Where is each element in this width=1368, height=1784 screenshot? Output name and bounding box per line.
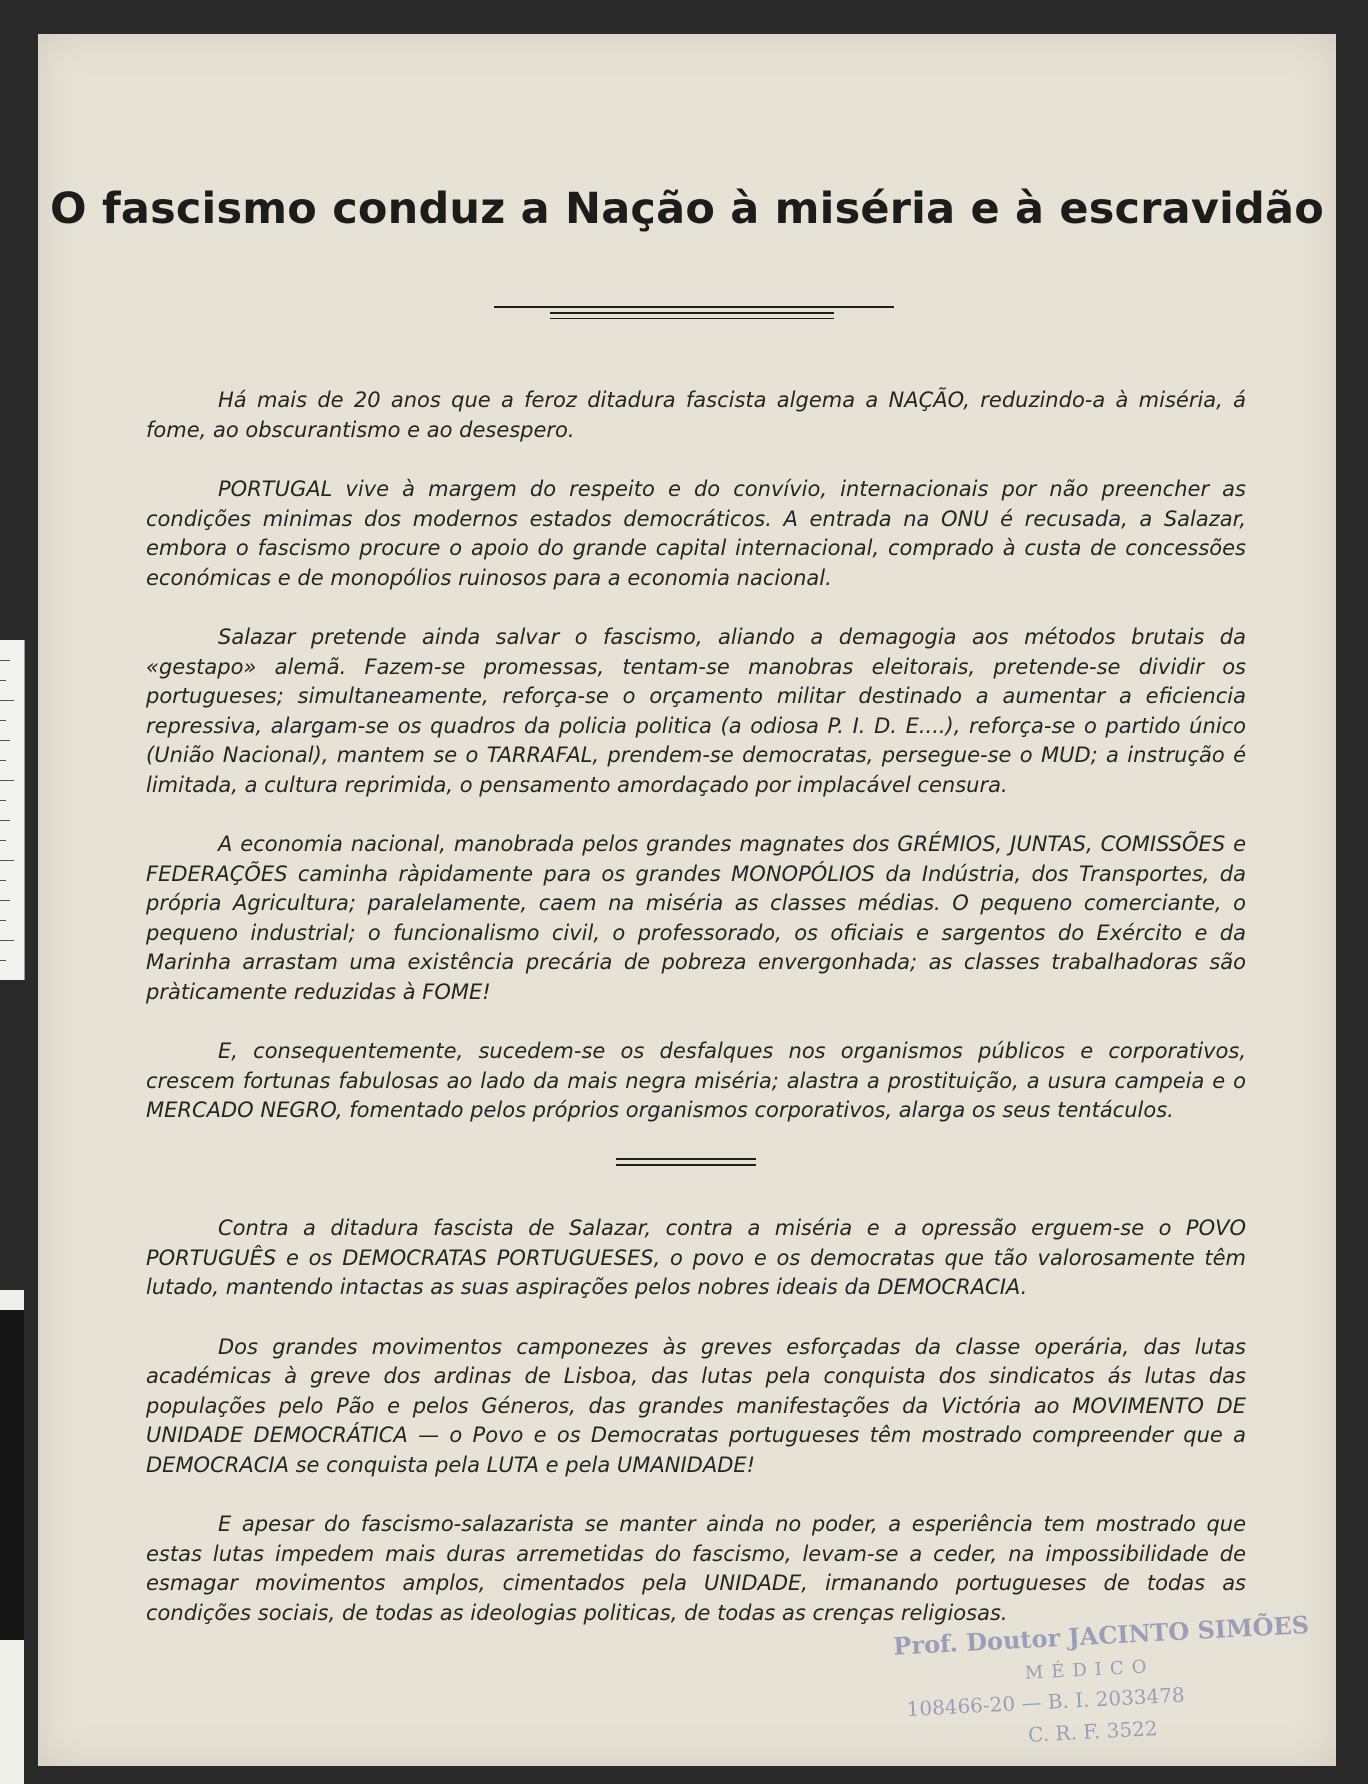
divider-line <box>494 306 894 308</box>
text-block-2 <box>146 1214 1246 1628</box>
paragraph: A economia nacional, manobrada pelos grandes magnates dos GRÉMIOS, JUNTAS, COMISSÕES e FEDERAÇÕES caminha ràpidamente para os grandes MONOPÓLIOS da Indústria, dos Transportes, da própria Agricultura; paralelamente, caem na miséria as classes médias. O pequeno comerciante, o pequeno industrial; o funcionalismo civil, o professorado, os oficiais e sargentos do Exército e da Marinha arrastam uma existência precária de pobreza envergonhada; as classes trabalhadoras são pràticamente reduzidas à FOME! <box>146 832 1246 1004</box>
ruler-tick <box>0 860 14 861</box>
text-block-1 <box>146 386 1246 1126</box>
ruler-tick <box>0 920 6 921</box>
ruler-tick <box>0 700 14 701</box>
stamp-title: MÉDICO <box>1024 1656 1155 1684</box>
stamp-registration: C. R. F. 3522 <box>1027 1716 1159 1747</box>
ruler-tick <box>0 800 6 801</box>
stamp-name: Prof. Doutor JACINTO SIMÕES <box>892 1609 1310 1661</box>
paragraph: Dos grandes movimentos camponezes às greves esforçadas da classe operária, das lutas académicas à greve dos ardinas de Lisboa, das lutas pela conquista dos sindicatos ás lutas das populações pelo Pão e pelos Géneros, das grandes manifestações da Victória ao MOVIMENTO DE UNIDADE DEMOCRÁTICA — o Povo e os Democratas portugueses têm mostrado compreender que a DEMOCRACIA se conquista pela LUTA e pela UMANIDADE! <box>146 1334 1246 1477</box>
paragraph: PORTUGAL vive à margem do respeito e do convívio, internacionais por não preencher as condições minimas dos modernos estados democráticos. A entrada na ONU é recusada, a Salazar, embora o fascismo procure o apoio do grande capital internacional, comprado à custa de concessões económicas e de monopólios ruinosos para a economia nacional. <box>146 477 1246 590</box>
divider-line <box>550 312 834 314</box>
ruler-tick <box>0 880 6 881</box>
color-target-strip <box>0 1310 24 1640</box>
page-title: O fascismo conduz a Nação à miséria e à escravidão <box>50 184 1324 234</box>
stamp-id: 108466-20 — B. I. 2033478 <box>906 1682 1186 1722</box>
document-page <box>38 34 1336 1766</box>
ruler-tick <box>0 900 10 901</box>
ruler-tick <box>0 960 6 961</box>
paragraph: Salazar pretende ainda salvar o fascismo, aliando a demagogia aos métodos brutais da «gestapo» alemã. Fazem-se promessas, tentam-se manobras eleitorais, pretende-se dividir os portugueses; simultaneamente, reforça-se o orçamento militar destinado a aumentar a eficiencia repressiva, alargam-se os quadros da policia politica (a odiosa P. I. D. E....), reforça-se o partido único (União Nacional), mantem se o TARRAFAL, prendem-se democratas, persegue-se o MUD; a instrução é limitada, a cultura reprimida, o pensamento amordaçado por implacável censura. <box>146 625 1246 797</box>
ruler-tick <box>0 820 10 821</box>
ruler-tick <box>0 680 6 681</box>
ruler-tick <box>0 780 14 781</box>
divider-line <box>616 1164 756 1166</box>
ruler-tick <box>0 940 14 941</box>
ruler-tick <box>0 760 6 761</box>
divider-line <box>616 1158 756 1160</box>
ruler-tick <box>0 720 6 721</box>
ruler-tick <box>0 660 10 661</box>
divider-line <box>550 318 834 319</box>
paragraph: E apesar do fascismo-salazarista se manter ainda no poder, a esperiência tem mostrado que estas lutas impedem mais duras arremetidas do fascismo, levam-se a ceder, na impossibilidade de esmagar movimentos amplos, cimentados pela UNIDADE, irmanando portugueses de todas as condições sociais, de todas as ideologias politicas, de todas as crenças religiosas. <box>146 1512 1246 1625</box>
ruler-tick <box>0 840 6 841</box>
paragraph: Há mais de 20 anos que a feroz ditadura fascista algema a NAÇÃO, reduzindo-a à miséria, á fome, ao obscurantismo e ao desespero. <box>146 388 1246 442</box>
paragraph: E, consequentemente, sucedem-se os desfalques nos organismos públicos e corporativos, crescem fortunas fabulosas ao lado da mais negra miséria; alastra a prostituição, a usura campeia e o MERCADO NEGRO, fomentado pelos próprios organismos corporativos, alarga os seus tentáculos. <box>146 1039 1246 1122</box>
ruler-tick <box>0 740 10 741</box>
paragraph: Contra a ditadura fascista de Salazar, contra a miséria e a opressão erguem-se o POVO PORTUGUÊS e os DEMOCRATAS PORTUGUESES, o povo e os democratas que tão valorosamente têm lutado, mantendo intactas as suas aspirações pelos nobres ideais da DEMOCRACIA. <box>146 1216 1246 1299</box>
ink-stamp <box>883 1609 1310 1772</box>
scale-ruler <box>0 640 25 980</box>
